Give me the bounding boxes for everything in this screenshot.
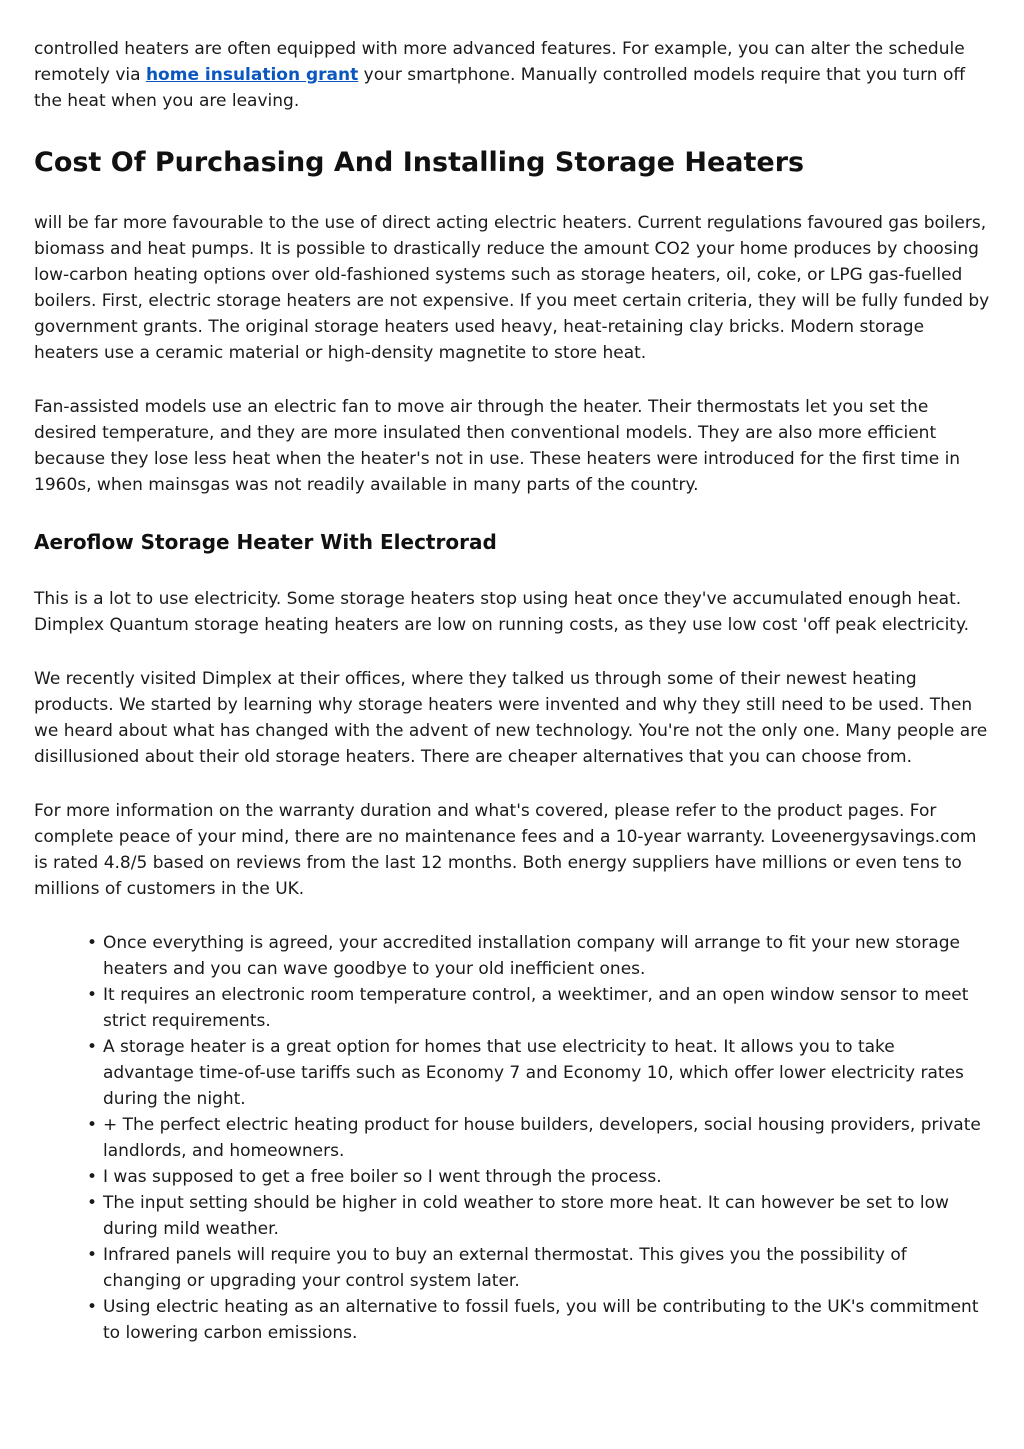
list-item-text: Once everything is agreed, your accredited installation company will arrange to fit your new storage heaters and you can wave goodbye to your old inefficient ones. [103,933,960,979]
list-item-text: Using electric heating as an alternative to fossil fuels, you will be contributing to the UK's commitment to lowering carbon emissions. [103,1297,979,1343]
list-item-text: I was supposed to get a free boiler so I went through the process. [103,1167,662,1187]
section-heading-aeroflow: Aeroflow Storage Heater With Electrorad [34,530,497,554]
list-item-text: It requires an electronic room temperature control, a weektimer, and an open window sensor to meet strict requirements. [103,985,969,1031]
list-item-text: The input setting should be higher in cold weather to store more heat. It can however be set to low during mild weather. [103,1193,949,1239]
section1-paragraph-1: will be far more favourable to the use of direct acting electric heaters. Current regulations favoured gas boilers, biomass and heat pumps. It is possible to drastically reduce the amount CO2 your home produces by choosing low-carbon heating options over old-fashioned systems such as storage heaters, oil, coke, or LPG gas-fuelled boilers. First, electric storage heaters are not expensive. If you meet certain criteria, they will be fully funded by government grants. The original storage heaters used heavy, heat-retaining clay bricks. Modern storage heaters use a ceramic material or high-density magnetite to store heat. [34,213,990,363]
bullet-icon: • [87,1193,98,1213]
intro-text-before-link: controlled heaters are often equipped with more advanced features. For example, you can alter the schedule remotely via [34,39,965,85]
bullet-icon: • [87,1167,98,1187]
intro-text-after-link: your smartphone. Manually controlled models require that you turn off the heat when you are leaving. [34,65,966,111]
home-insulation-grant-link[interactable]: home insulation grant [145,65,359,85]
list-item-text: A storage heater is a great option for homes that use electricity to heat. It allows you to take advantage time-of-use tariffs such as Economy 7 and Economy 10, which offer lower electricity rates during the night. [103,1037,964,1109]
bullet-icon: • [87,933,98,953]
list-item [87,930,990,982]
section2-paragraph-2: We recently visited Dimplex at their offices, where they talked us through some of their newest heating products. We started by learning why storage heaters were invented and why they still need to be used. Then we heard about what has changed with the advent of new technology. You're not the only one. Many people are disillusioned about their old storage heaters. There are cheaper alternatives that you can choose from. [34,669,988,767]
bullet-icon: • [87,985,98,1005]
section-heading-cost-of-purchasing: Cost Of Purchasing And Installing Storage Heaters [34,147,805,178]
section1-paragraph-2: Fan-assisted models use an electric fan to move air through the heater. Their thermostats let you set the desired temperature, and they are more insulated then conventional models. They are also more efficient because they lose less heat when the heater's not in use. These heaters were introduced for the first time in 1960s, when mainsgas was not readily available in many parts of the country. [34,397,961,495]
list-item [87,1190,990,1242]
list-item [87,1164,990,1190]
bullet-icon: • [87,1037,98,1057]
list-item-text: + The perfect electric heating product for house builders, developers, social housing providers, private landlords, and homeowners. [103,1115,981,1161]
list-item-text: Infrared panels will require you to buy an external thermostat. This gives you the possibility of changing or upgrading your control system later. [103,1245,907,1291]
section2-paragraph-1: This is a lot to use electricity. Some storage heaters stop using heat once they've accumulated enough heat. Dimplex Quantum storage heating heaters are low on running costs, as they use low cost 'off peak electricity. [34,589,970,635]
intro-paragraph [34,36,984,114]
bullet-icon: • [87,1297,98,1317]
list-item [87,1112,990,1164]
list-item [87,1242,990,1294]
benefits-bullet-list [34,930,990,1346]
list-item [87,1294,990,1346]
bullet-icon: • [87,1115,98,1135]
list-item [87,1034,990,1112]
bullet-icon: • [87,1245,98,1265]
list-item [87,982,990,1034]
section2-paragraph-3: For more information on the warranty duration and what's covered, please refer to the product pages. For complete peace of your mind, there are no maintenance fees and a 10-year warranty. Loveenergysavings.com is rated 4.8/5 based on reviews from the last 12 months. Both energy suppliers have millions or even tens to millions of customers in the UK. [34,801,977,899]
